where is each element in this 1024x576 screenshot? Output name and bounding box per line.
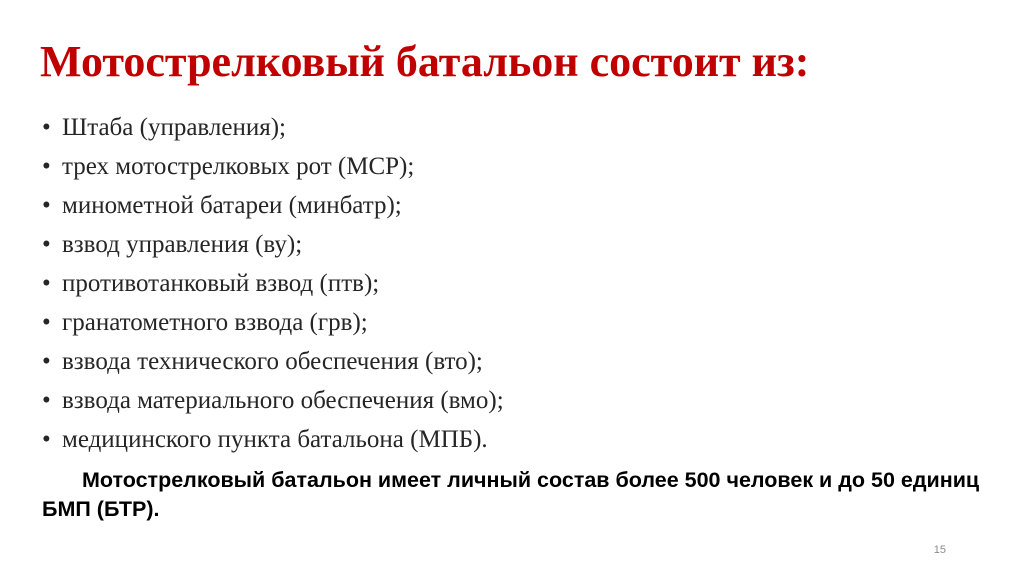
- list-item-text: трех мотострелковых рот (МСР);: [62, 153, 415, 180]
- bullet-icon: •: [42, 192, 51, 219]
- list-item-text: Штаба (управления);: [62, 114, 286, 141]
- list-item: [42, 303, 504, 342]
- bullet-icon: •: [42, 309, 51, 336]
- page-number: 15: [933, 544, 946, 556]
- slide-title: Мотострелковый батальон состоит из:: [40, 37, 810, 86]
- bullet-icon: •: [42, 114, 51, 141]
- list-item: [42, 420, 504, 459]
- bullet-icon: •: [42, 387, 51, 414]
- bullet-icon: •: [42, 270, 51, 297]
- list-item-text: противотанковый взвод (птв);: [62, 270, 380, 297]
- list-item-text: гранатометного взвода (грв);: [62, 309, 368, 336]
- list-item-text: взвода технического обеспечения (вто);: [62, 348, 483, 375]
- bullet-icon: •: [42, 153, 51, 180]
- list-item: [42, 186, 504, 225]
- list-item: [42, 225, 504, 264]
- composition-list: [42, 108, 504, 459]
- list-item: [42, 264, 504, 303]
- bullet-icon: •: [42, 231, 51, 258]
- list-item-text: минометной батареи (минбатр);: [62, 192, 402, 219]
- bullet-icon: •: [42, 426, 51, 453]
- list-item-text: медицинского пункта батальона (МПБ).: [62, 426, 488, 453]
- list-item: [42, 381, 504, 420]
- list-item: [42, 108, 504, 147]
- list-item-text: взвода материального обеспечения (вмо);: [62, 387, 504, 414]
- list-item: [42, 342, 504, 381]
- summary-text: Мотострелковый батальон имеет личный состав более 500 человек и до 50 единиц БМП (БТР).: [42, 468, 980, 521]
- list-item-text: взвод управления (ву);: [62, 231, 303, 258]
- bullet-icon: •: [42, 348, 51, 375]
- list-item: [42, 147, 504, 186]
